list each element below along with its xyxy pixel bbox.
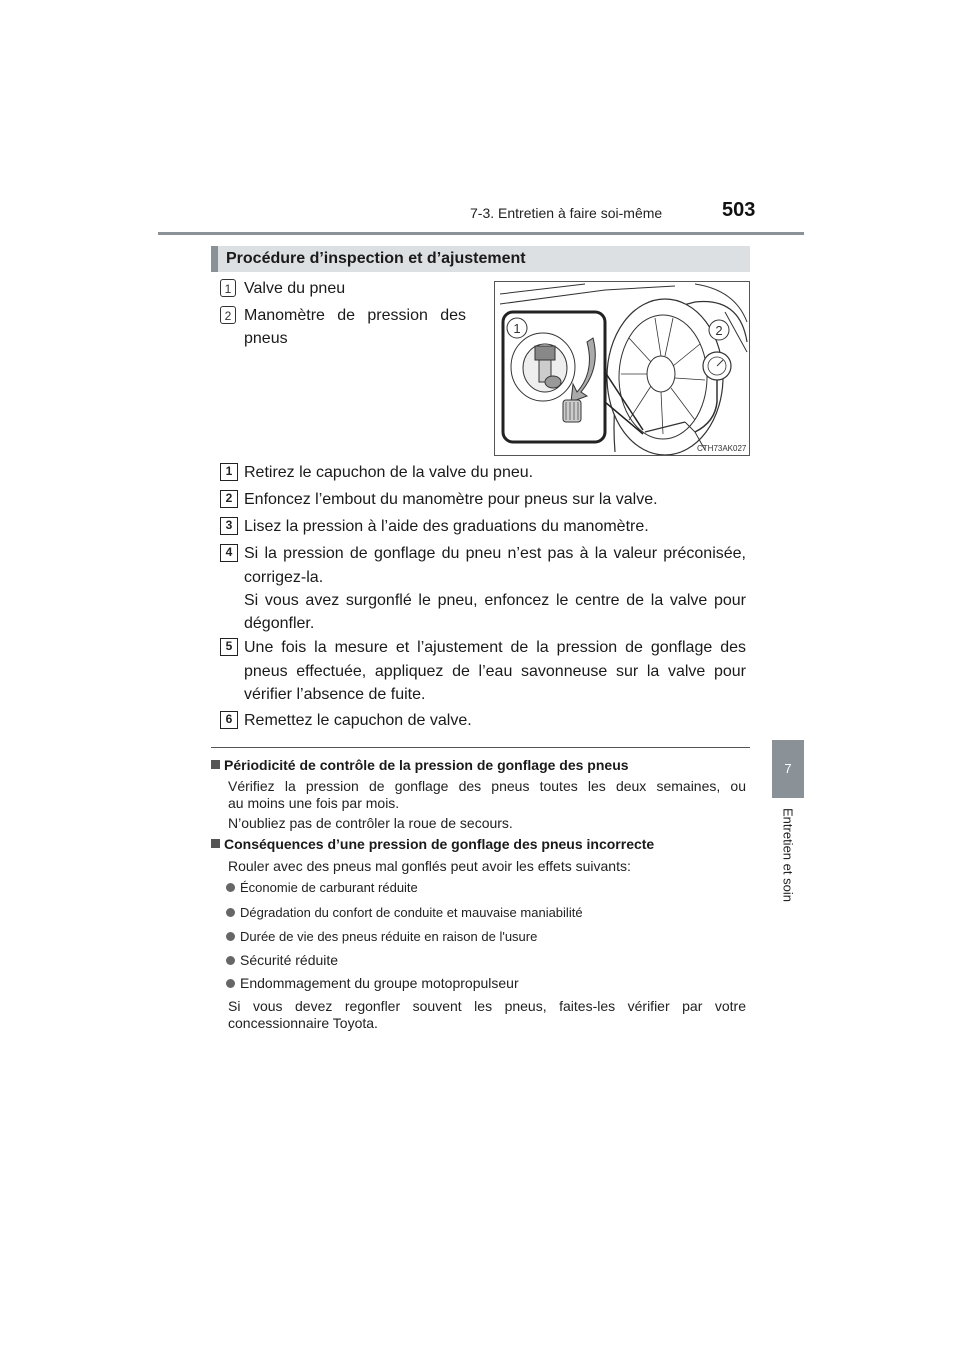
note-2-outro-line-2: concessionnaire Toyota. bbox=[228, 1015, 378, 1031]
step-number-5: 5 bbox=[220, 638, 238, 656]
header-section-title: 7-3. Entretien à faire soi-même bbox=[470, 205, 663, 221]
legend-number-2: 2 bbox=[220, 306, 236, 324]
step-text-4b: corrigez-la. bbox=[244, 569, 324, 586]
square-bullet-icon bbox=[211, 760, 220, 769]
note-1-line-1: Vérifiez la pression de gonflage des pneus toutes les deux semaines, ou bbox=[228, 778, 746, 794]
step-text-2: Enfoncez l’embout du manomètre pour pneus sur la valve. bbox=[244, 491, 658, 508]
illustration-code: CTH73AK027 bbox=[697, 444, 747, 453]
step-number-2: 2 bbox=[220, 490, 238, 508]
step-number-4: 4 bbox=[220, 544, 238, 562]
step-text-1: Retirez le capuchon de la valve du pneu. bbox=[244, 464, 534, 481]
square-bullet-icon bbox=[211, 839, 220, 848]
step-text-4d: dégonfler. bbox=[244, 615, 315, 632]
step-text-4c: Si vous avez surgonflé le pneu, enfoncez le centre de la valve pour bbox=[244, 592, 746, 609]
note-2-bullet-1 bbox=[226, 880, 418, 895]
legend-text-2a: Manomètre de pression des bbox=[244, 307, 466, 324]
legend-text-1: Valve du pneu bbox=[244, 280, 346, 297]
chapter-label bbox=[777, 808, 799, 938]
note-2-outro-line-1: Si vous devez regonfler souvent les pneus, faites-les vérifier par votre bbox=[228, 998, 746, 1014]
tire-pressure-illustration bbox=[494, 281, 750, 456]
bullet-text: Durée de vie des pneus réduite en raison de l'usure bbox=[240, 929, 538, 944]
tire-gauge-drawing bbox=[495, 282, 749, 455]
bullet-text: Endommagement du groupe motopropulseur bbox=[240, 975, 519, 991]
note-2-intro: Rouler avec des pneus mal gonflés peut avoir les effets suivants: bbox=[228, 858, 631, 874]
step-text-5c: vérifier l’absence de fuite. bbox=[244, 686, 426, 703]
step-number-1: 1 bbox=[220, 463, 238, 481]
note-2-heading bbox=[211, 836, 654, 852]
chapter-label-text: Entretien et soin bbox=[780, 808, 796, 902]
step-text-4a: Si la pression de gonflage du pneu n’est pas à la valeur préconisée, bbox=[244, 545, 746, 562]
step-text-5b: pneus effectuée, appliquez de l’eau savonneuse sur la valve pour bbox=[244, 663, 746, 680]
callout-2: 2 bbox=[715, 323, 723, 338]
section-title: Procédure d’inspection et d’ajustement bbox=[211, 246, 750, 272]
legend-number-1: 1 bbox=[220, 279, 236, 297]
note-1-heading bbox=[211, 757, 629, 773]
bullet-text: Économie de carburant réduite bbox=[240, 880, 418, 895]
notes-divider bbox=[211, 747, 750, 748]
bullet-text: Sécurité réduite bbox=[240, 952, 339, 968]
bullet-dot-icon bbox=[226, 883, 235, 892]
step-number-3: 3 bbox=[220, 517, 238, 535]
note-1-heading-text: Périodicité de contrôle de la pression de gonflage des pneus bbox=[224, 757, 629, 773]
bullet-dot-icon bbox=[226, 908, 235, 917]
note-2-bullet-5 bbox=[226, 975, 519, 991]
bullet-dot-icon bbox=[226, 979, 235, 988]
note-2-bullet-2 bbox=[226, 905, 583, 920]
note-2-heading-text: Conséquences d’une pression de gonflage des pneus incorrecte bbox=[224, 836, 655, 852]
bullet-dot-icon bbox=[226, 956, 235, 965]
step-number-6: 6 bbox=[220, 711, 238, 729]
note-2-bullet-4 bbox=[226, 952, 338, 968]
page-number: 503 bbox=[722, 199, 756, 221]
chapter-tab: 7 bbox=[772, 740, 804, 798]
bullet-text: Dégradation du confort de conduite et mauvaise maniabilité bbox=[240, 905, 583, 920]
note-1-line-3: N’oubliez pas de contrôler la roue de secours. bbox=[228, 815, 513, 831]
step-text-3: Lisez la pression à l’aide des graduations du manomètre. bbox=[244, 518, 649, 535]
legend-text-2b: pneus bbox=[244, 330, 288, 347]
step-text-6: Remettez le capuchon de valve. bbox=[244, 712, 472, 729]
callout-1: 1 bbox=[513, 321, 521, 336]
bullet-dot-icon bbox=[226, 932, 235, 941]
note-2-bullet-3 bbox=[226, 929, 537, 944]
step-text-5a: Une fois la mesure et l’ajustement de la pression de gonflage des bbox=[244, 639, 746, 656]
header-rule bbox=[158, 232, 804, 235]
note-1-line-2: au moins une fois par mois. bbox=[228, 795, 400, 811]
